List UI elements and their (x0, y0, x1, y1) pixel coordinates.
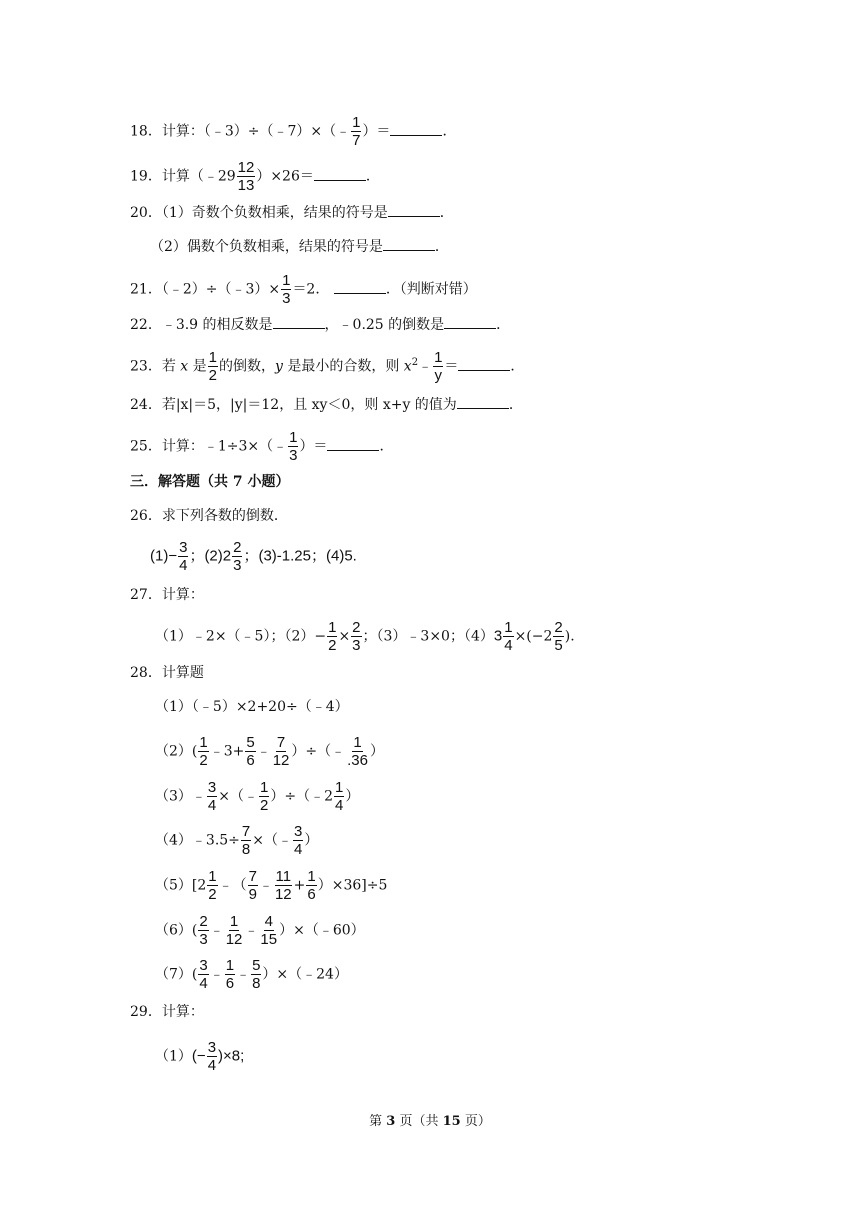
fraction: $\frac{1}{6}$ (225, 957, 235, 992)
fraction: $\frac{7}{9}$ (248, 868, 257, 903)
fraction: $\frac{11}{12}$ (274, 868, 292, 903)
fraction: $\frac{3}{4}$ (293, 823, 303, 858)
fraction: $\frac{2}{5}$ (554, 619, 563, 654)
fraction: $\frac{1}{3}$ (282, 272, 291, 307)
question-28-part6: （6）( $\frac{2}{3}$ ﹣ $\frac{1}{12}$ ﹣ $\frac{4}{15}$ ）×（﹣60） (155, 913, 365, 948)
fraction: $\frac{3}{4}$ (199, 957, 208, 992)
fraction: $\frac{2}{3}$ (199, 913, 208, 948)
section-heading: 三．解答题（共 7 小题） (130, 474, 290, 490)
question-26-items: (1)− $\frac{3}{4}$ ；(2)2 $\frac{2}{3}$ ；(3)-1.25；(4)5. (150, 539, 357, 574)
fraction: $\frac{1}{.36}$ (347, 734, 368, 769)
fraction: $\frac{3}{4}$ (207, 1039, 217, 1074)
answer-blank[interactable] (273, 314, 325, 329)
fraction: $\frac{5}{8}$ (252, 957, 261, 992)
question-28-part3: （3）﹣ $\frac{3}{4}$ ×（﹣ $\frac{1}{2}$ ）÷（﹣2 $\frac{1}{4}$ ） (155, 779, 360, 814)
fraction: $\frac{1}{2}$ (208, 349, 217, 384)
answer-blank[interactable] (458, 356, 510, 371)
q18-text: 18．计算：（﹣3）÷（﹣7）×（﹣ (130, 123, 351, 140)
answer-blank[interactable] (390, 121, 442, 136)
answer-blank[interactable] (327, 436, 379, 451)
question-28: 28．计算题 (130, 665, 204, 681)
question-26: 26．求下列各数的倒数． (130, 508, 288, 524)
answer-blank[interactable] (388, 202, 440, 217)
total-pages: 15 (442, 1114, 461, 1129)
question-24: 24．若|x|＝5，|y|＝12，且 xy＜0，则 x+y 的值为 ． (130, 394, 523, 415)
fraction: $\frac{1}{7}$ (352, 114, 361, 149)
question-20-part2: （2）偶数个负数相乘，结果的符号是 ． (150, 236, 449, 257)
q19-text: 19．计算（﹣29 (130, 168, 236, 185)
fraction: $\frac{2}{3}$ (352, 619, 361, 654)
question-28-part4: （4）﹣3.5÷ $\frac{7}{8}$ ×（﹣ $\frac{3}{4}$ ） (155, 823, 319, 858)
question-27-items: （1）﹣2×（﹣5）；（2）− $\frac{1}{2}$ × $\frac{2}{3}$ ；（3）﹣3×0；（4）3 $\frac{1}{4}$ ×(−2 $\frac{2}{5}$ ). (155, 619, 575, 654)
fraction: $\frac{2}{3}$ (233, 539, 242, 574)
question-29: 29．计算： (130, 1004, 204, 1020)
answer-blank[interactable] (334, 279, 386, 294)
fraction: $\frac{1}{2}$ (199, 734, 208, 769)
page-footer: 第 3 页（共 15 页） (369, 1114, 491, 1129)
question-18: 18．计算：（﹣3）÷（﹣7）×（﹣ $\frac{1}{7}$ ）＝ ． (130, 114, 457, 149)
answer-blank[interactable] (444, 314, 496, 329)
question-28-part1: （1）（﹣5）×2+20÷（﹣4） (155, 699, 349, 715)
question-25: 25．计算：﹣1÷3×（﹣ $\frac{1}{3}$ ）＝ ． (130, 429, 394, 464)
question-20-part1: 20．（1）奇数个负数相乘，结果的符号是 ． (130, 202, 454, 223)
question-27: 27．计算： (130, 587, 204, 603)
fraction: $\frac{7}{12}$ (272, 734, 290, 769)
fraction: $\frac{12}{13}$ (237, 159, 255, 194)
fraction: $\frac{7}{8}$ (241, 823, 251, 858)
fraction: $\frac{4}{15}$ (260, 913, 278, 948)
fraction: $\frac{1}{6}$ (307, 868, 316, 903)
question-23: 23．若 x 是 $\frac{1}{2}$ 的倒数，y 是最小的合数，则 $x^2﹣$ $\frac{1}{y}$ ＝ ． (130, 349, 525, 384)
fraction: $\frac{1}{2}$ (260, 779, 269, 814)
page-number: 3 (386, 1114, 396, 1129)
fraction: $\frac{1}{12}$ (225, 913, 243, 948)
fraction: $\frac{1}{y}$ (434, 349, 443, 384)
question-28-part5: （5）[2 $\frac{1}{2}$ ﹣（ $\frac{7}{9}$ ﹣ $\frac{11}{12}$ + $\frac{1}{6}$ ）×36]÷5 (155, 868, 388, 903)
fraction: $\frac{3}{4}$ (179, 539, 188, 574)
fraction: $\frac{1}{2}$ (328, 619, 337, 654)
answer-blank[interactable] (314, 166, 366, 181)
question-19: 19．计算（﹣29 $\frac{12}{13}$ ）×26＝ ． (130, 159, 380, 194)
fraction: $\frac{1}{4}$ (504, 619, 513, 654)
fraction: $\frac{1}{3}$ (289, 429, 298, 464)
question-28-part7: （7）( $\frac{3}{4}$ ﹣ $\frac{1}{6}$ ﹣ $\frac{5}{8}$ ）×（﹣24） (155, 957, 348, 992)
question-28-part2: （2）( $\frac{1}{2}$ ﹣3+ $\frac{5}{6}$ ﹣ $\frac{7}{12}$ ）÷（﹣ $\frac{1}{.36}$ ） (155, 734, 384, 769)
question-21: 21．（﹣2）÷（﹣3）× $\frac{1}{3}$ ＝2． ．（判断对错） (130, 272, 477, 307)
answer-blank[interactable] (383, 236, 435, 251)
question-22: 22．﹣3.9 的相反数是 ，﹣0.25 的倒数是 ． (130, 314, 510, 335)
question-29-part1: （1）(− $\frac{3}{4}$ )×8; (155, 1039, 245, 1074)
fraction: $\frac{1}{2}$ (208, 868, 217, 903)
answer-blank[interactable] (457, 394, 509, 409)
fraction: $\frac{5}{6}$ (246, 734, 255, 769)
fraction: $\frac{1}{4}$ (334, 779, 344, 814)
fraction: $\frac{3}{4}$ (207, 779, 217, 814)
